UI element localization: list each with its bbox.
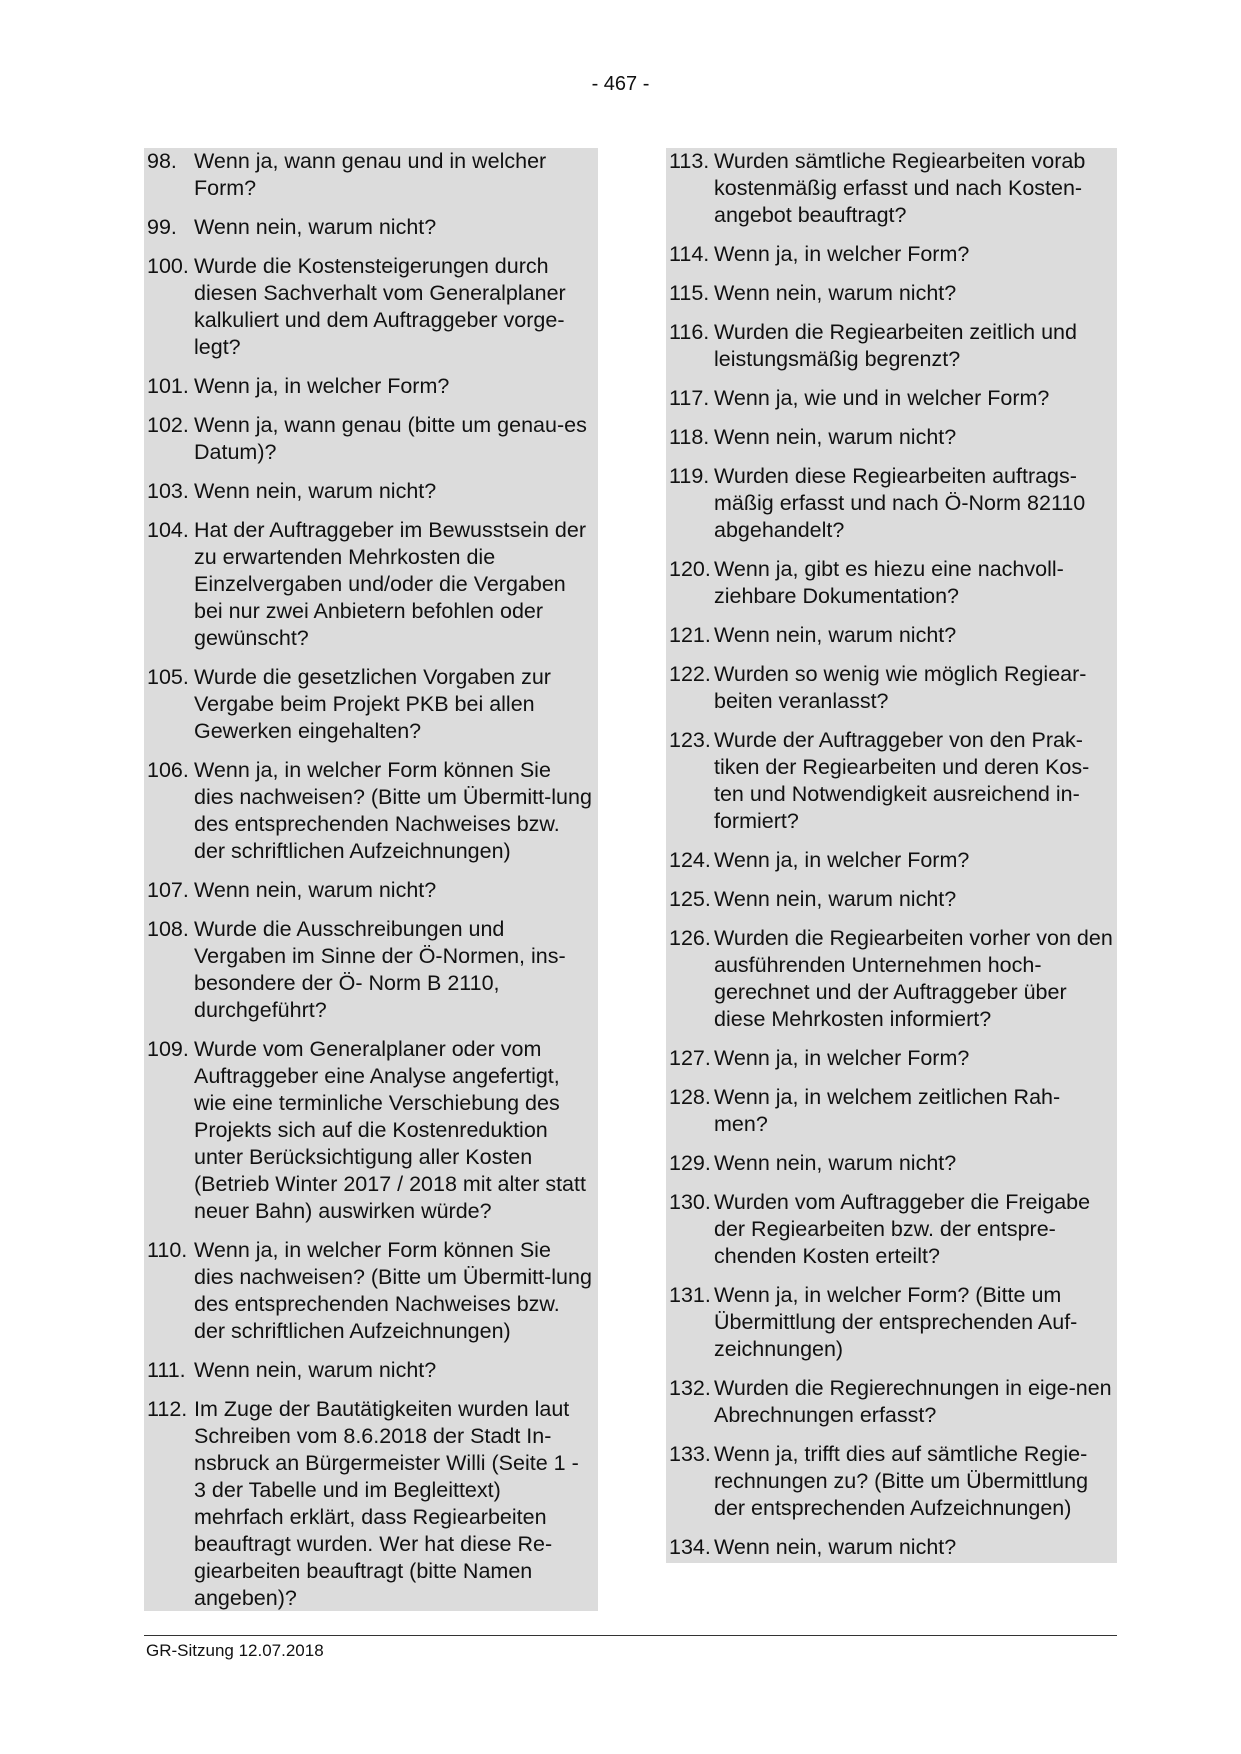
question-text: Wurden diese Regiearbeiten auftrags-mäßig erfasst und nach Ö-Norm 82110 abgehandelt? (714, 464, 1086, 542)
question-item (666, 1150, 1117, 1177)
question-item (144, 148, 598, 202)
question-number: 126. (669, 926, 711, 950)
question-text: Wurde die Ausschreibungen und Vergaben im Sinne der Ö-Normen, ins-besondere der Ö- Norm B 2110, durchgeführt? (194, 917, 566, 1022)
question-text: Wenn nein, warum nicht? (194, 878, 437, 902)
question-item (666, 1441, 1117, 1522)
question-text: Wenn ja, wann genau und in welcher Form? (194, 149, 547, 200)
question-text: Wenn ja, in welcher Form können Sie dies nachweisen? (Bitte um Übermitt-lung des entsprechenden Nachweises bzw. der schriftlichen Aufzeichnungen) (194, 1238, 592, 1343)
question-text: Wurde der Auftraggeber von den Prak-tiken der Regiearbeiten und deren Kos-ten und Notwendigkeit ausreichend in-formiert? (714, 728, 1090, 833)
question-item (666, 661, 1117, 715)
question-number: 123. (669, 728, 711, 752)
question-text: Wenn nein, warum nicht? (714, 425, 957, 449)
question-number: 105. (147, 665, 189, 689)
question-number: 120. (669, 557, 711, 581)
question-number: 127. (669, 1046, 711, 1070)
question-text: Wurden die Regiearbeiten vorher von den ausführenden Unternehmen hoch-gerechnet und der Auftraggeber über diese Mehrkosten informiert? (714, 926, 1113, 1031)
question-text: Wurden sämtliche Regiearbeiten vorab kostenmäßig erfasst und nach Kosten-angebot beauftragt? (714, 149, 1086, 227)
question-item (144, 877, 598, 904)
question-item (666, 925, 1117, 1033)
question-number: 110. (147, 1238, 188, 1262)
question-text: Wurden die Regierechnungen in eige-nen Abrechnungen erfasst? (714, 1376, 1112, 1427)
question-number: 102. (147, 413, 189, 437)
question-number: 115. (669, 281, 710, 305)
question-text: Im Zuge der Bautätigkeiten wurden laut Schreiben vom 8.6.2018 der Stadt In-nsbruck an Bürgermeister Willi (Seite 1 - 3 der Tabelle und im Begleittext) mehrfach erklärt, dass Regiearbeiten beauftragt wurden. Wer hat diese Re-giearbeiten beauftragt (bitte Namen angeben)? (194, 1397, 579, 1610)
question-text: Wenn nein, warum nicht? (714, 281, 957, 305)
question-number: 124. (669, 848, 711, 872)
question-number: 103. (147, 479, 189, 503)
question-item (666, 385, 1117, 412)
question-text: Wenn nein, warum nicht? (194, 479, 437, 503)
question-item (666, 847, 1117, 874)
question-item (144, 916, 598, 1024)
question-text: Wenn nein, warum nicht? (194, 215, 437, 239)
question-number: 104. (147, 518, 189, 542)
question-number: 108. (147, 917, 189, 941)
question-number: 114. (669, 242, 710, 266)
question-text: Wurden die Regiearbeiten zeitlich und leistungsmäßig begrenzt? (714, 320, 1077, 371)
question-text: Wurden so wenig wie möglich Regiear-beiten veranlasst? (714, 662, 1087, 713)
question-number: 101. (147, 374, 189, 398)
question-number: 107. (147, 878, 189, 902)
question-item (144, 214, 598, 241)
question-number: 99. (147, 215, 177, 239)
question-text: Wurde vom Generalplaner oder vom Auftraggeber eine Analyse angefertigt, wie eine terminliche Verschiebung des Projekts sich auf die Kostenreduktion unter Berücksichtigung aller Kosten (Betrieb Winter 2017 / 2018 mit alter statt neuer Bahn) auswirken würde? (194, 1037, 586, 1223)
question-item (144, 517, 598, 652)
question-item (666, 1282, 1117, 1363)
question-text: Wenn ja, wann genau (bitte um genau-es Datum)? (194, 413, 587, 464)
question-number: 122. (669, 662, 711, 686)
question-text: Wurde die Kostensteigerungen durch diesen Sachverhalt vom Generalplaner kalkuliert und dem Auftraggeber vorge-legt? (194, 254, 566, 359)
question-item (666, 148, 1117, 229)
question-number: 129. (669, 1151, 711, 1175)
question-number: 112. (147, 1397, 188, 1421)
question-text: Wenn ja, trifft dies auf sämtliche Regie-rechnungen zu? (Bitte um Übermittlung der entsprechenden Aufzeichnungen) (714, 1442, 1089, 1520)
question-text: Wenn ja, in welcher Form? (Bitte um Übermittlung der entsprechenden Auf-zeichnungen) (714, 1283, 1078, 1361)
question-item (666, 319, 1117, 373)
question-item (666, 241, 1117, 268)
question-text: Wenn ja, gibt es hiezu eine nachvoll-ziehbare Dokumentation? (714, 557, 1064, 608)
question-number: 134. (669, 1535, 711, 1559)
question-number: 100. (147, 254, 189, 278)
question-text: Wurde die gesetzlichen Vorgaben zur Vergabe beim Projekt PKB bei allen Gewerken eingehalten? (194, 665, 551, 743)
question-item (144, 1357, 598, 1384)
question-number: 131. (669, 1283, 711, 1307)
question-text: Wenn ja, in welcher Form können Sie dies nachweisen? (Bitte um Übermitt-lung des entsprechenden Nachweises bzw. der schriftlichen Aufzeichnungen) (194, 758, 592, 863)
question-item (666, 424, 1117, 451)
question-number: 98. (147, 149, 177, 173)
question-item (666, 622, 1117, 649)
question-item (666, 727, 1117, 835)
question-text: Wenn ja, in welchem zeitlichen Rah-men? (714, 1085, 1061, 1136)
question-number: 128. (669, 1085, 711, 1109)
question-text: Hat der Auftraggeber im Bewusstsein der zu erwartenden Mehrkosten die Einzelvergaben und/oder die Vergaben bei nur zwei Anbietern befohlen oder gewünscht? (194, 518, 586, 650)
question-number: 106. (147, 758, 189, 782)
question-column-right (666, 148, 1117, 1563)
question-number: 116. (669, 320, 710, 344)
question-item (666, 1084, 1117, 1138)
question-item (666, 463, 1117, 544)
question-item (666, 280, 1117, 307)
question-item (666, 886, 1117, 913)
question-number: 117. (669, 386, 710, 410)
page-number: - 467 - (591, 73, 650, 95)
question-column-left (144, 148, 598, 1611)
question-item (666, 556, 1117, 610)
question-text: Wenn nein, warum nicht? (714, 1535, 957, 1559)
question-number: 133. (669, 1442, 711, 1466)
question-text: Wenn nein, warum nicht? (194, 1358, 437, 1382)
question-number: 130. (669, 1190, 711, 1214)
question-item (144, 1036, 598, 1225)
question-number: 111. (147, 1358, 186, 1382)
question-number: 119. (669, 464, 710, 488)
question-text: Wenn ja, in welcher Form? (194, 374, 450, 398)
question-text: Wurden vom Auftraggeber die Freigabe der Regiearbeiten bzw. der entspre-chenden Kosten erteilt? (714, 1190, 1091, 1268)
question-text: Wenn nein, warum nicht? (714, 623, 957, 647)
question-item (666, 1375, 1117, 1429)
question-text: Wenn ja, in welcher Form? (714, 1046, 970, 1070)
question-item (144, 1396, 598, 1612)
footer-text: GR-Sitzung 12.07.2018 (146, 1641, 324, 1660)
footer-rule (144, 1635, 1117, 1636)
question-item (666, 1045, 1117, 1072)
question-text: Wenn nein, warum nicht? (714, 887, 957, 911)
question-text: Wenn nein, warum nicht? (714, 1151, 957, 1175)
question-number: 118. (669, 425, 710, 449)
question-item (144, 757, 598, 865)
question-number: 125. (669, 887, 711, 911)
question-item (144, 412, 598, 466)
question-text: Wenn ja, in welcher Form? (714, 242, 970, 266)
question-number: 132. (669, 1376, 711, 1400)
question-item (144, 253, 598, 361)
question-item (144, 664, 598, 745)
question-item (144, 478, 598, 505)
question-number: 121. (669, 623, 711, 647)
question-item (666, 1189, 1117, 1270)
question-text: Wenn ja, wie und in welcher Form? (714, 386, 1050, 410)
question-item (144, 1237, 598, 1345)
question-number: 113. (669, 149, 710, 173)
question-text: Wenn ja, in welcher Form? (714, 848, 970, 872)
question-number: 109. (147, 1037, 189, 1061)
question-item (666, 1534, 1117, 1561)
question-item (144, 373, 598, 400)
